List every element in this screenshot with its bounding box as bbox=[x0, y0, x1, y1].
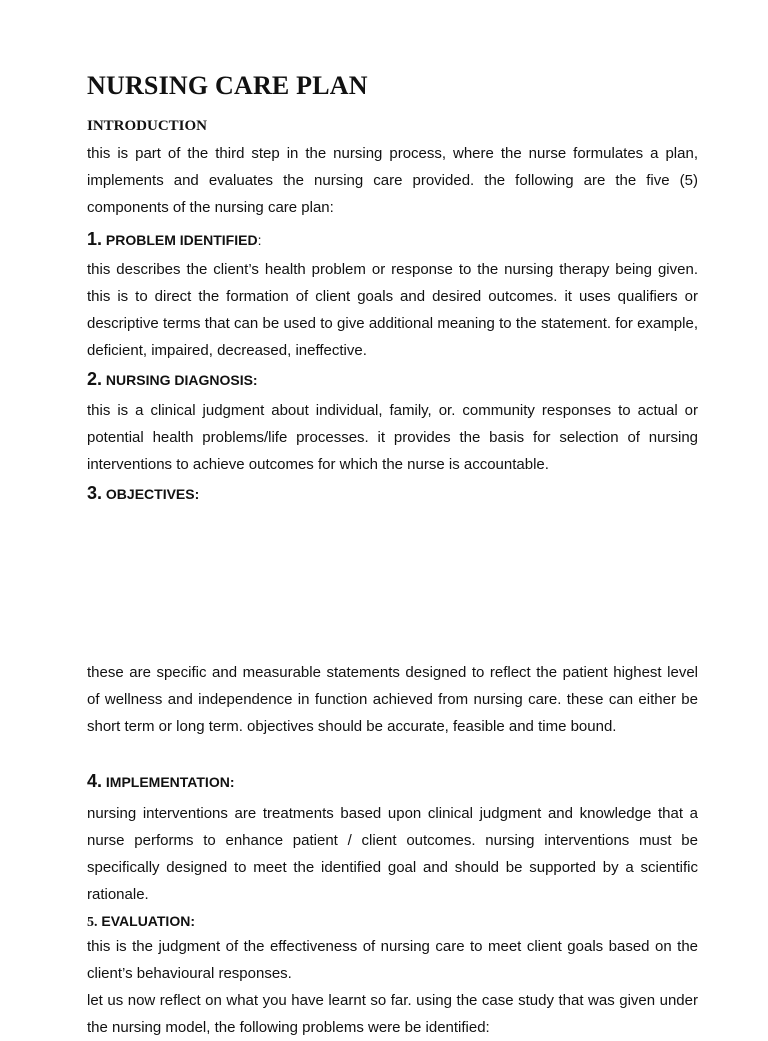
section-paragraph-nursing-diagnosis: this is a clinical judgment about individual, family, or. community responses to actual or potential health problems/life processes. it provides the basis for selection of nursing interventions to achieve outcomes for which the nurse is accountable. bbox=[87, 402, 698, 473]
section-paragraph-objectives: these are specific and measurable statements designed to reflect the patient highest level of wellness and independence in function achieved from nursing care. these can either be short term or long term. objectives should be accurate, feasible and time bound. bbox=[87, 664, 698, 735]
section-body-evaluation bbox=[87, 933, 698, 1041]
section-heading-nursing-diagnosis bbox=[87, 369, 698, 390]
introduction-heading: INTRODUCTION bbox=[87, 118, 208, 134]
section-title: EVALUATION: bbox=[101, 913, 195, 929]
section-heading-objectives bbox=[87, 483, 698, 504]
section-paragraph-implementation: nursing interventions are treatments based upon clinical judgment and knowledge that a nurse performs to enhance patient / client outcomes. nursing interventions must be specifically designed to meet the identified goal and should be supported by a scientific rationale. bbox=[87, 805, 698, 903]
section-number: 5. bbox=[87, 915, 98, 930]
section-title: OBJECTIVES: bbox=[105, 486, 200, 502]
section-paragraph-problem-identified: this describes the client’s health problem or response to the nursing therapy being given. this is to direct the formation of client goals and desired outcomes. it uses qualifiers or descriptive terms that can be used to give additional meaning to the statement. for example, deficient, impaired, decreased, ineffective. bbox=[87, 261, 698, 359]
introduction-paragraph: this is part of the third step in the nursing process, where the nurse formulates a plan, implements and evaluates the nursing care provided. the following are the five (5) components of the nursing care plan: bbox=[87, 145, 698, 216]
section-title: IMPLEMENTATION: bbox=[105, 774, 235, 790]
section-paragraph-evaluation: this is the judgment of the effectiveness of nursing care to meet client goals based on the client’s behavioural responses. bbox=[87, 938, 698, 982]
section-heading-implementation bbox=[87, 771, 698, 792]
section-title-colon: : bbox=[257, 232, 262, 248]
section-title: NURSING DIAGNOSIS: bbox=[105, 372, 258, 388]
section-number: 2. bbox=[87, 369, 103, 389]
section-heading-evaluation bbox=[87, 911, 698, 933]
section-number: 3. bbox=[87, 483, 103, 503]
section-title: PROBLEM IDENTIFIED bbox=[105, 232, 258, 248]
section-heading-problem-identified bbox=[87, 229, 698, 250]
section-number: 1. bbox=[87, 229, 103, 249]
document-title: NURSING CARE PLAN bbox=[87, 71, 368, 100]
reflection-paragraph: let us now reflect on what you have learnt so far. using the case study that was given under the nursing model, the following problems were be identified: bbox=[87, 992, 698, 1036]
section-number: 4. bbox=[87, 771, 103, 791]
